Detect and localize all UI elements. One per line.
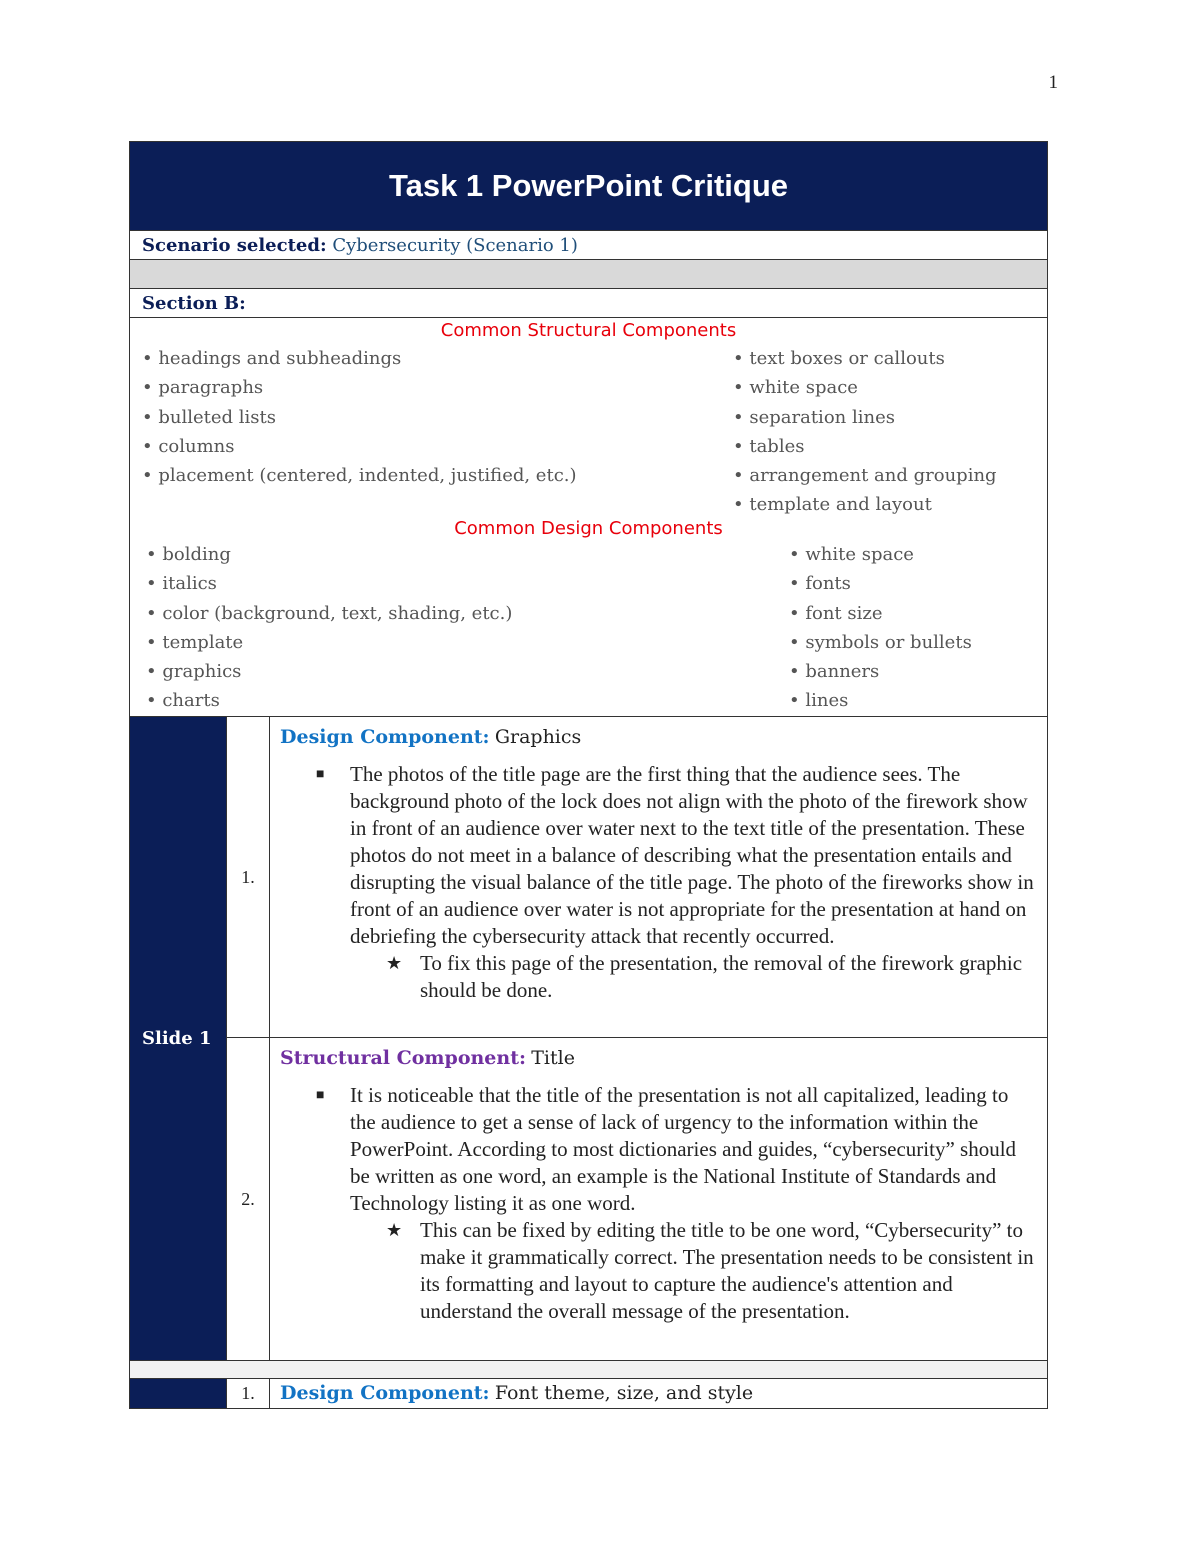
component-value: Font theme, size, and style [494, 1382, 754, 1404]
item-number: 1. [227, 717, 270, 1037]
item-number: 2. [227, 1038, 270, 1360]
list-item: • symbols or bullets [789, 628, 972, 657]
list-item: • template and layout [733, 490, 997, 519]
list-item: • fonts [789, 569, 972, 598]
list-item: • tables [733, 432, 997, 461]
item-content [270, 717, 1047, 1037]
list-item: • banners [789, 657, 972, 686]
list-item: • lines [789, 686, 972, 715]
critique-table [129, 141, 1048, 1409]
scenario-value: Cybersecurity (Scenario 1) [332, 234, 578, 256]
page-number: 1 [1048, 72, 1058, 93]
structural-component-label: Structural Component: [280, 1047, 526, 1069]
list-item: • template [146, 628, 512, 657]
list-item: • arrangement and grouping [733, 461, 997, 490]
fix-text: This can be fixed by editing the title to be one word, “Cybersecurity” to make it grammatically correct. The presentation needs to be consistent in its formatting and layout to capture the audience's attention and understand the overall message of the presentation. [420, 1218, 1034, 1323]
item-number: 1. [227, 1379, 270, 1408]
list-item: • italics [146, 569, 512, 598]
document-title: Task 1 PowerPoint Critique [388, 168, 789, 203]
design-list-left [146, 540, 512, 716]
critique-bullet [316, 761, 1037, 950]
list-item: • text boxes or callouts [733, 344, 997, 373]
list-item: • headings and subheadings [142, 344, 577, 373]
item-content [270, 1379, 1047, 1408]
list-item: • paragraphs [142, 373, 577, 402]
critique-item [227, 717, 1047, 1038]
square-bullet-icon: ■ [316, 1088, 325, 1103]
design-heading: Common Design Components [454, 518, 723, 539]
title-band [130, 142, 1047, 231]
slide-label-empty [130, 1379, 227, 1408]
list-item: • placement (centered, indented, justified, etc.) [142, 461, 577, 490]
slide-2-block-partial [130, 1379, 1047, 1408]
component-value: Graphics [494, 726, 582, 748]
list-item: • font size [789, 599, 972, 628]
list-item: • color (background, text, shading, etc.) [146, 599, 512, 628]
item-content [270, 1038, 1047, 1360]
component-title [280, 1044, 1037, 1072]
section-row [130, 289, 1047, 318]
list-item: • white space [733, 373, 997, 402]
design-component-label: Design Component: [280, 726, 490, 748]
scenario-row [130, 231, 1047, 260]
spacer-row [130, 1361, 1047, 1379]
structural-list-left [142, 344, 577, 490]
slide-1-block [130, 717, 1047, 1361]
scenario-label: Scenario selected: [142, 234, 327, 256]
components-reference [130, 318, 1047, 717]
bullet-text: It is noticeable that the title of the presentation is not all capitalized, leading to the audience to get a sense of lack of urgency to the information within the PowerPoint. According to most dictionaries and guides, “cybersecurity” should be written as one word, an example is the National Institute of Standards and Technology listing it as one word. [350, 1083, 1017, 1215]
structural-heading: Common Structural Components [440, 320, 737, 341]
slide-label: Slide 1 [130, 717, 227, 1360]
list-item: • charts [146, 686, 512, 715]
critique-item [227, 1038, 1047, 1360]
design-component-label: Design Component: [280, 1382, 490, 1404]
spacer-row [130, 260, 1047, 289]
fix-bullet [386, 1217, 1037, 1325]
star-bullet-icon: ★ [386, 1220, 403, 1240]
list-item: • bulleted lists [142, 403, 577, 432]
star-bullet-icon: ★ [386, 953, 403, 973]
fix-text: To fix this page of the presentation, the removal of the firework graphic should be done. [420, 951, 1023, 1002]
critique-bullet [316, 1082, 1037, 1217]
list-item: • columns [142, 432, 577, 461]
component-title [280, 723, 1037, 751]
slide-1-items [227, 717, 1047, 1360]
list-item: • graphics [146, 657, 512, 686]
list-item: • separation lines [733, 403, 997, 432]
bullet-text: The photos of the title page are the first thing that the audience sees. The background photo of the lock does not align with the photo of the firework show in front of an audience over water next to the text title of the presentation. These photos do not meet in a balance of describing what the presentation entails and disrupting the visual balance of the title page. The photo of the fireworks show in front of an audience over water is not appropriate for the presentation at hand on debriefing the cybersecurity attack that recently occurred. [350, 762, 1034, 948]
fix-bullet [386, 950, 1037, 1004]
structural-list-right [733, 344, 997, 520]
list-item: • white space [789, 540, 972, 569]
list-item: • bolding [146, 540, 512, 569]
section-label: Section B: [142, 292, 246, 314]
component-value: Title [531, 1047, 575, 1069]
square-bullet-icon: ■ [316, 767, 325, 782]
design-list-right [789, 540, 972, 716]
